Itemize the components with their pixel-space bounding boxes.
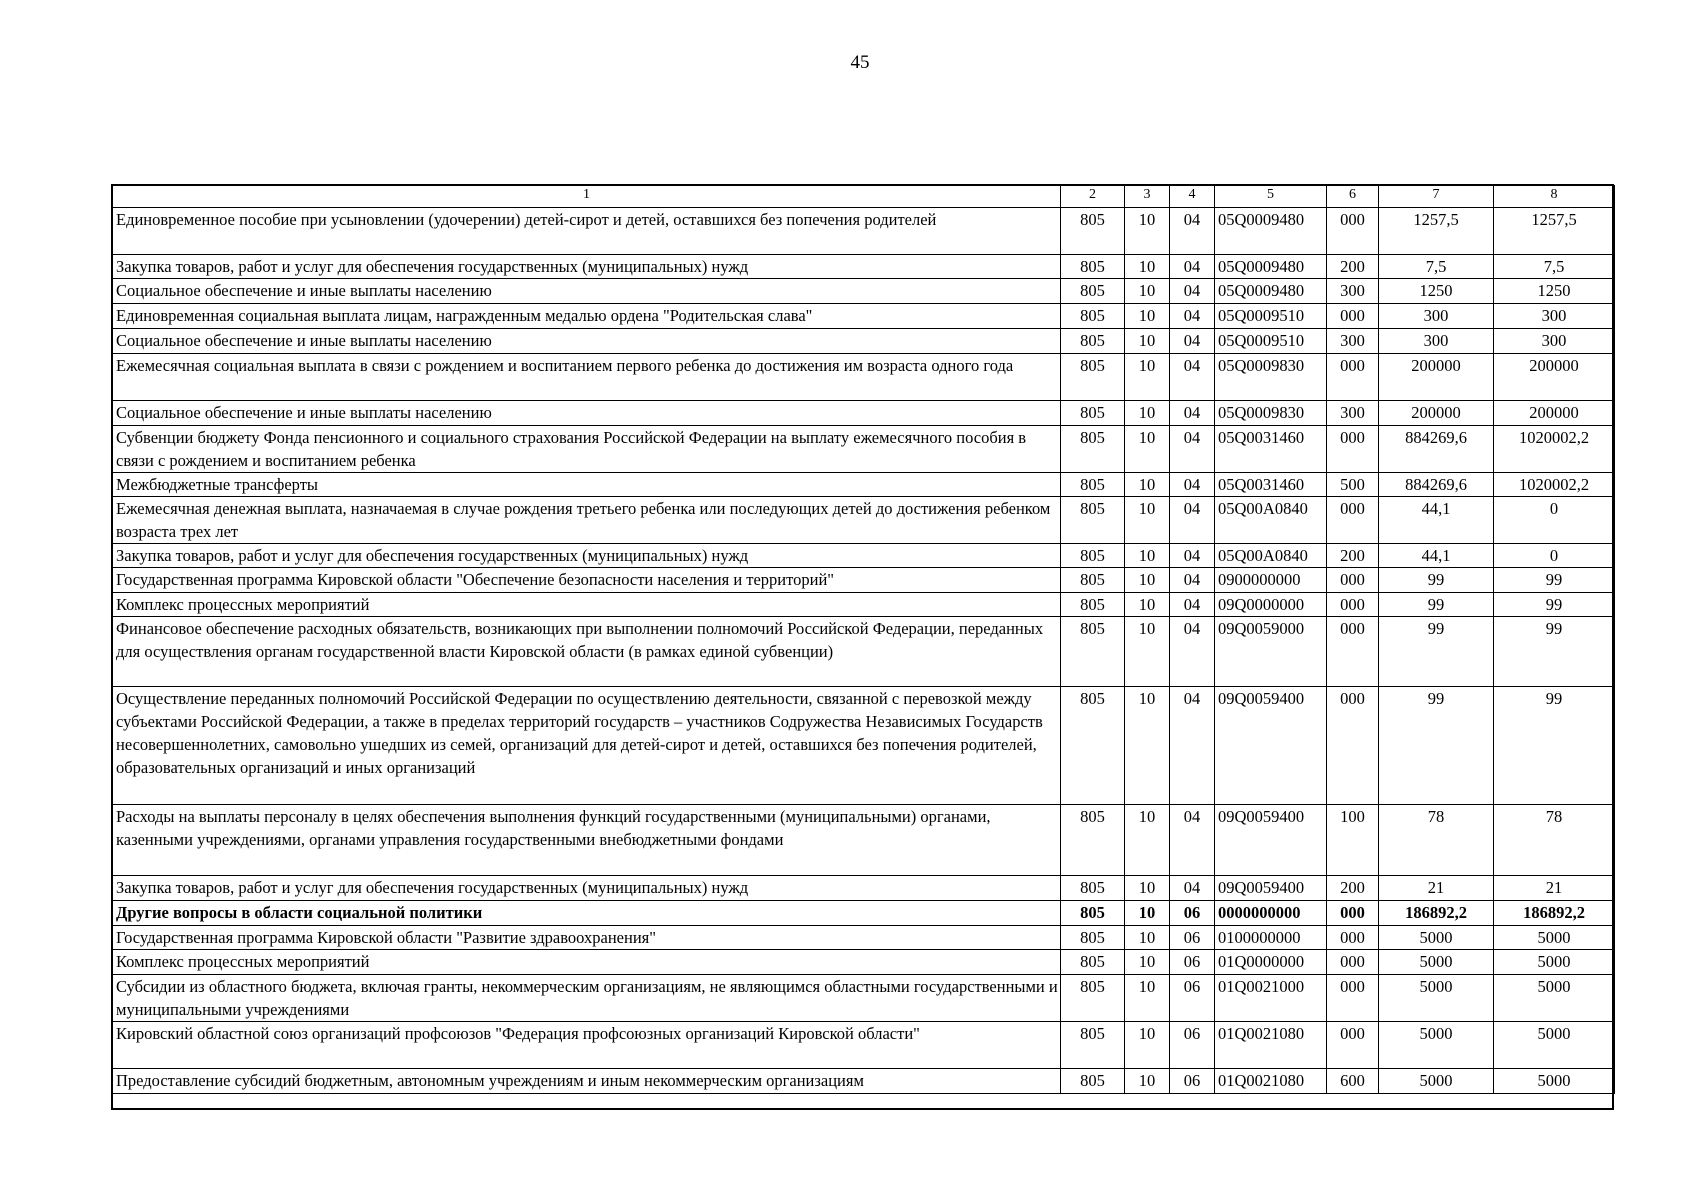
- amount-col7-cell: 99: [1379, 617, 1494, 687]
- admin-code-cell: 805: [1061, 876, 1125, 901]
- target-item-cell: 05Q0031460: [1215, 473, 1327, 497]
- admin-code-cell: 805: [1061, 329, 1125, 354]
- admin-code-cell: 805: [1061, 568, 1125, 593]
- column-header: 3: [1125, 186, 1170, 208]
- table-row: [113, 1022, 1615, 1069]
- section-cell: 10: [1125, 329, 1170, 354]
- column-header: 5: [1215, 186, 1327, 208]
- row-name-cell: Закупка товаров, работ и услуг для обеспечения государственных (муниципальных) нужд: [113, 544, 1061, 568]
- subsection-cell: 04: [1170, 401, 1215, 426]
- row-name-cell: Предоставление субсидий бюджетным, автономным учреждениям и иным некоммерческим организациям: [113, 1069, 1061, 1094]
- expense-type-cell: 000: [1327, 950, 1379, 975]
- table-row: [113, 617, 1615, 687]
- row-name-cell: Субвенции бюджету Фонда пенсионного и социального страхования Российской Федерации на выплату ежемесячного пособия в связи с рождением и воспитанием ребенка: [113, 426, 1061, 473]
- target-item-cell: 0100000000: [1215, 926, 1327, 950]
- table-row: [113, 279, 1615, 304]
- amount-col7-cell: 884269,6: [1379, 473, 1494, 497]
- section-cell: 10: [1125, 426, 1170, 473]
- expense-type-cell: 300: [1327, 329, 1379, 354]
- amount-col8-cell: 99: [1494, 593, 1615, 617]
- expense-type-cell: 300: [1327, 401, 1379, 426]
- expense-type-cell: 200: [1327, 544, 1379, 568]
- row-name-cell: Финансовое обеспечение расходных обязательств, возникающих при выполнении полномочий Российской Федерации, переданных для осуществления органам государственной власти Кировской области (в рамках единой субвенции): [113, 617, 1061, 687]
- table-row: [113, 805, 1615, 876]
- target-item-cell: 05Q0009480: [1215, 208, 1327, 255]
- row-name-cell: Социальное обеспечение и иные выплаты населению: [113, 329, 1061, 354]
- table-row: [113, 329, 1615, 354]
- target-item-cell: 01Q0021080: [1215, 1069, 1327, 1094]
- target-item-cell: 05Q00A0840: [1215, 544, 1327, 568]
- expense-type-cell: 100: [1327, 805, 1379, 876]
- row-name-cell: Закупка товаров, работ и услуг для обеспечения государственных (муниципальных) нужд: [113, 255, 1061, 279]
- amount-col7-cell: 1257,5: [1379, 208, 1494, 255]
- row-name-cell: Государственная программа Кировской области "Развитие здравоохранения": [113, 926, 1061, 950]
- table-row: [113, 544, 1615, 568]
- amount-col8-cell: 186892,2: [1494, 901, 1615, 926]
- subsection-cell: 04: [1170, 544, 1215, 568]
- section-cell: 10: [1125, 401, 1170, 426]
- amount-col8-cell: 5000: [1494, 1069, 1615, 1094]
- table-row: [113, 255, 1615, 279]
- amount-col7-cell: 44,1: [1379, 497, 1494, 544]
- target-item-cell: 05Q0009480: [1215, 255, 1327, 279]
- section-cell: 10: [1125, 805, 1170, 876]
- section-cell: 10: [1125, 354, 1170, 401]
- subsection-cell: 04: [1170, 568, 1215, 593]
- target-item-cell: 0900000000: [1215, 568, 1327, 593]
- target-item-cell: 09Q0059400: [1215, 687, 1327, 805]
- row-name-cell: Закупка товаров, работ и услуг для обеспечения государственных (муниципальных) нужд: [113, 876, 1061, 901]
- admin-code-cell: 805: [1061, 401, 1125, 426]
- row-name-cell: Комплекс процессных мероприятий: [113, 950, 1061, 975]
- column-header: 4: [1170, 186, 1215, 208]
- expense-type-cell: 000: [1327, 426, 1379, 473]
- amount-col8-cell: 5000: [1494, 950, 1615, 975]
- target-item-cell: 01Q0000000: [1215, 950, 1327, 975]
- subsection-cell: 04: [1170, 805, 1215, 876]
- table-row: [113, 304, 1615, 329]
- section-cell: 10: [1125, 208, 1170, 255]
- amount-col8-cell: 300: [1494, 329, 1615, 354]
- section-cell: 10: [1125, 497, 1170, 544]
- target-item-cell: 05Q0009480: [1215, 279, 1327, 304]
- column-header: 8: [1494, 186, 1615, 208]
- amount-col8-cell: 78: [1494, 805, 1615, 876]
- amount-col8-cell: 1020002,2: [1494, 473, 1615, 497]
- target-item-cell: 05Q0009830: [1215, 354, 1327, 401]
- expense-type-cell: 000: [1327, 208, 1379, 255]
- amount-col8-cell: 1257,5: [1494, 208, 1615, 255]
- row-name-cell: Другие вопросы в области социальной политики: [113, 901, 1061, 926]
- target-item-cell: 01Q0021000: [1215, 975, 1327, 1022]
- admin-code-cell: 805: [1061, 304, 1125, 329]
- section-cell: 10: [1125, 876, 1170, 901]
- amount-col7-cell: 1250: [1379, 279, 1494, 304]
- subsection-cell: 04: [1170, 329, 1215, 354]
- amount-col7-cell: 200000: [1379, 354, 1494, 401]
- subsection-cell: 06: [1170, 926, 1215, 950]
- subsection-cell: 06: [1170, 950, 1215, 975]
- admin-code-cell: 805: [1061, 950, 1125, 975]
- subsection-cell: 04: [1170, 279, 1215, 304]
- row-name-cell: Осуществление переданных полномочий Российской Федерации по осуществлению деятельности, связанной с перевозкой между субъектами Российской Федерации, а также в пределах территорий государств – участников Содружества Независимых Государств несовершеннолетних, самовольно ушедших из семей, организаций для детей-сирот и детей, оставшихся без попечения родителей, образовательных организаций и иных организаций: [113, 687, 1061, 805]
- expense-type-cell: 000: [1327, 901, 1379, 926]
- target-item-cell: 0000000000: [1215, 901, 1327, 926]
- expense-type-cell: 000: [1327, 568, 1379, 593]
- admin-code-cell: 805: [1061, 426, 1125, 473]
- subsection-cell: 04: [1170, 497, 1215, 544]
- section-cell: 10: [1125, 1069, 1170, 1094]
- expense-type-cell: 000: [1327, 354, 1379, 401]
- amount-col8-cell: 5000: [1494, 926, 1615, 950]
- expense-type-cell: 600: [1327, 1069, 1379, 1094]
- expense-type-cell: 000: [1327, 304, 1379, 329]
- admin-code-cell: 805: [1061, 1069, 1125, 1094]
- amount-col7-cell: 99: [1379, 568, 1494, 593]
- target-item-cell: 09Q0059000: [1215, 617, 1327, 687]
- section-cell: 10: [1125, 1022, 1170, 1069]
- table-row: [113, 950, 1615, 975]
- expense-type-cell: 200: [1327, 876, 1379, 901]
- target-item-cell: 01Q0021080: [1215, 1022, 1327, 1069]
- admin-code-cell: 805: [1061, 544, 1125, 568]
- subsection-cell: 06: [1170, 1022, 1215, 1069]
- expense-type-cell: 000: [1327, 497, 1379, 544]
- table-header-row: [113, 186, 1615, 208]
- admin-code-cell: 805: [1061, 901, 1125, 926]
- amount-col7-cell: 884269,6: [1379, 426, 1494, 473]
- amount-col7-cell: 5000: [1379, 1069, 1494, 1094]
- amount-col8-cell: 200000: [1494, 401, 1615, 426]
- subsection-cell: 06: [1170, 901, 1215, 926]
- amount-col8-cell: 1250: [1494, 279, 1615, 304]
- page-number: 45: [850, 52, 870, 73]
- subsection-cell: 04: [1170, 473, 1215, 497]
- target-item-cell: 05Q0009830: [1215, 401, 1327, 426]
- section-cell: 10: [1125, 926, 1170, 950]
- subsection-cell: 04: [1170, 255, 1215, 279]
- admin-code-cell: 805: [1061, 279, 1125, 304]
- row-name-cell: Кировский областной союз организаций профсоюзов "Федерация профсоюзных организаций Кировской области": [113, 1022, 1061, 1069]
- amount-col8-cell: 99: [1494, 687, 1615, 805]
- admin-code-cell: 805: [1061, 354, 1125, 401]
- column-header: 6: [1327, 186, 1379, 208]
- target-item-cell: 05Q0009510: [1215, 329, 1327, 354]
- column-header: 7: [1379, 186, 1494, 208]
- expense-type-cell: 000: [1327, 617, 1379, 687]
- table-row: [113, 426, 1615, 473]
- table-row: [113, 687, 1615, 805]
- amount-col7-cell: 44,1: [1379, 544, 1494, 568]
- row-name-cell: Ежемесячная денежная выплата, назначаемая в случае рождения третьего ребенка или последующих детей до достижения ребенком возраста трех лет: [113, 497, 1061, 544]
- admin-code-cell: 805: [1061, 1022, 1125, 1069]
- amount-col8-cell: 99: [1494, 617, 1615, 687]
- section-cell: 10: [1125, 901, 1170, 926]
- expense-type-cell: 000: [1327, 975, 1379, 1022]
- admin-code-cell: 805: [1061, 255, 1125, 279]
- subsection-cell: 04: [1170, 354, 1215, 401]
- amount-col7-cell: 5000: [1379, 1022, 1494, 1069]
- amount-col7-cell: 5000: [1379, 926, 1494, 950]
- amount-col7-cell: 5000: [1379, 975, 1494, 1022]
- table-row: [113, 901, 1615, 926]
- section-cell: 10: [1125, 279, 1170, 304]
- table-row: [113, 208, 1615, 255]
- amount-col7-cell: 99: [1379, 687, 1494, 805]
- section-cell: 10: [1125, 473, 1170, 497]
- amount-col7-cell: 186892,2: [1379, 901, 1494, 926]
- table-row: [113, 876, 1615, 901]
- row-name-cell: Межбюджетные трансферты: [113, 473, 1061, 497]
- row-name-cell: Расходы на выплаты персоналу в целях обеспечения выполнения функций государственными (муниципальными) органами, казенными учреждениями, органами управления государственными внебюджетными фондами: [113, 805, 1061, 876]
- section-cell: 10: [1125, 568, 1170, 593]
- expense-type-cell: 000: [1327, 593, 1379, 617]
- amount-col7-cell: 78: [1379, 805, 1494, 876]
- target-item-cell: 05Q0009510: [1215, 304, 1327, 329]
- target-item-cell: 05Q0031460: [1215, 426, 1327, 473]
- expense-type-cell: 000: [1327, 1022, 1379, 1069]
- amount-col8-cell: 0: [1494, 497, 1615, 544]
- admin-code-cell: 805: [1061, 593, 1125, 617]
- column-header: 2: [1061, 186, 1125, 208]
- admin-code-cell: 805: [1061, 473, 1125, 497]
- table-row: [113, 473, 1615, 497]
- row-name-cell: Социальное обеспечение и иные выплаты населению: [113, 401, 1061, 426]
- expense-type-cell: 200: [1327, 255, 1379, 279]
- row-name-cell: Комплекс процессных мероприятий: [113, 593, 1061, 617]
- amount-col7-cell: 200000: [1379, 401, 1494, 426]
- row-name-cell: Единовременная социальная выплата лицам, награжденным медалью ордена "Родительская слава": [113, 304, 1061, 329]
- row-name-cell: Субсидии из областного бюджета, включая гранты, некоммерческим организациям, не являющимся областными государственными и муниципальными учреждениями: [113, 975, 1061, 1022]
- table-row: [113, 593, 1615, 617]
- amount-col8-cell: 21: [1494, 876, 1615, 901]
- amount-col8-cell: 7,5: [1494, 255, 1615, 279]
- target-item-cell: 09Q0059400: [1215, 876, 1327, 901]
- subsection-cell: 06: [1170, 975, 1215, 1022]
- section-cell: 10: [1125, 593, 1170, 617]
- target-item-cell: 09Q0059400: [1215, 805, 1327, 876]
- table-row: [113, 401, 1615, 426]
- section-cell: 10: [1125, 950, 1170, 975]
- amount-col7-cell: 7,5: [1379, 255, 1494, 279]
- subsection-cell: 04: [1170, 876, 1215, 901]
- budget-table: [112, 185, 1615, 1094]
- amount-col7-cell: 300: [1379, 329, 1494, 354]
- column-header: 1: [113, 186, 1061, 208]
- section-cell: 10: [1125, 617, 1170, 687]
- amount-col8-cell: 99: [1494, 568, 1615, 593]
- row-name-cell: Ежемесячная социальная выплата в связи с рождением и воспитанием первого ребенка до достижения им возраста одного года: [113, 354, 1061, 401]
- row-name-cell: Социальное обеспечение и иные выплаты населению: [113, 279, 1061, 304]
- subsection-cell: 06: [1170, 1069, 1215, 1094]
- subsection-cell: 04: [1170, 687, 1215, 805]
- admin-code-cell: 805: [1061, 497, 1125, 544]
- table-row: [113, 1069, 1615, 1094]
- subsection-cell: 04: [1170, 208, 1215, 255]
- section-cell: 10: [1125, 255, 1170, 279]
- table-row: [113, 926, 1615, 950]
- admin-code-cell: 805: [1061, 975, 1125, 1022]
- subsection-cell: 04: [1170, 617, 1215, 687]
- admin-code-cell: 805: [1061, 208, 1125, 255]
- row-name-cell: Государственная программа Кировской области "Обеспечение безопасности населения и территорий": [113, 568, 1061, 593]
- table-row: [113, 497, 1615, 544]
- amount-col7-cell: 5000: [1379, 950, 1494, 975]
- amount-col7-cell: 21: [1379, 876, 1494, 901]
- amount-col8-cell: 1020002,2: [1494, 426, 1615, 473]
- admin-code-cell: 805: [1061, 926, 1125, 950]
- section-cell: 10: [1125, 544, 1170, 568]
- section-cell: 10: [1125, 304, 1170, 329]
- subsection-cell: 04: [1170, 593, 1215, 617]
- amount-col8-cell: 300: [1494, 304, 1615, 329]
- target-item-cell: 05Q00A0840: [1215, 497, 1327, 544]
- section-cell: 10: [1125, 975, 1170, 1022]
- admin-code-cell: 805: [1061, 805, 1125, 876]
- amount-col8-cell: 5000: [1494, 975, 1615, 1022]
- amount-col7-cell: 99: [1379, 593, 1494, 617]
- admin-code-cell: 805: [1061, 617, 1125, 687]
- table-row: [113, 354, 1615, 401]
- subsection-cell: 04: [1170, 304, 1215, 329]
- expense-type-cell: 000: [1327, 926, 1379, 950]
- expense-type-cell: 300: [1327, 279, 1379, 304]
- row-name-cell: Единовременное пособие при усыновлении (удочерении) детей-сирот и детей, оставшихся без попечения родителей: [113, 208, 1061, 255]
- subsection-cell: 04: [1170, 426, 1215, 473]
- amount-col7-cell: 300: [1379, 304, 1494, 329]
- table-row: [113, 975, 1615, 1022]
- admin-code-cell: 805: [1061, 687, 1125, 805]
- expense-type-cell: 000: [1327, 687, 1379, 805]
- table-row: [113, 568, 1615, 593]
- expense-type-cell: 500: [1327, 473, 1379, 497]
- amount-col8-cell: 200000: [1494, 354, 1615, 401]
- amount-col8-cell: 5000: [1494, 1022, 1615, 1069]
- section-cell: 10: [1125, 687, 1170, 805]
- amount-col8-cell: 0: [1494, 544, 1615, 568]
- target-item-cell: 09Q0000000: [1215, 593, 1327, 617]
